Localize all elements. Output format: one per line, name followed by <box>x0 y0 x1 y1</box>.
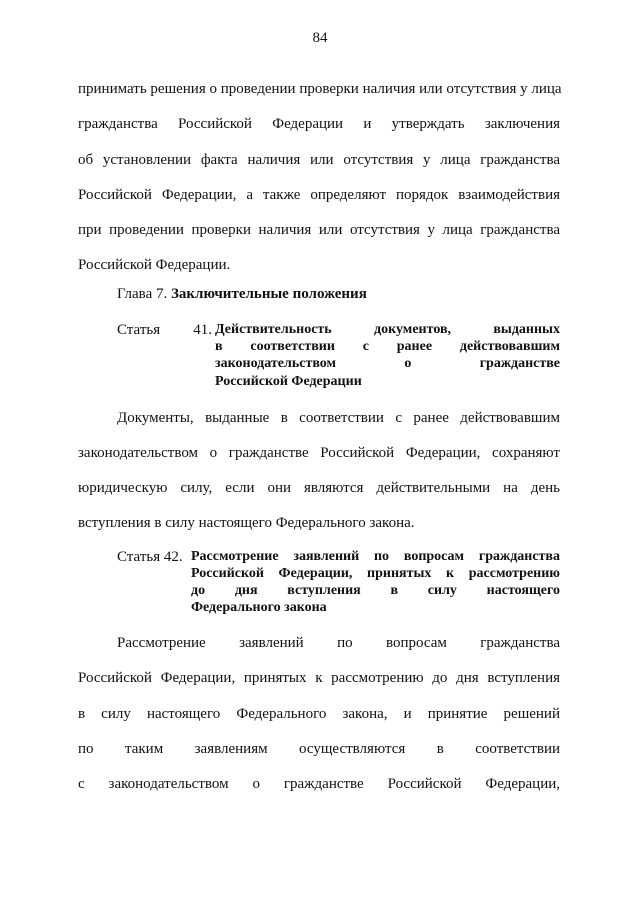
article-41-title-line: законодательством о гражданстве <box>215 356 560 371</box>
paragraph-line: с законодательством о гражданстве Российской Федерации, <box>78 776 560 792</box>
paragraph-line: вступления в силу настоящего Федерального закона. <box>78 515 415 531</box>
article-41-title-line: в соответствии с ранее действовавшим <box>215 339 560 354</box>
article-41-title-line: Российской Федерации <box>215 374 362 389</box>
article-42-title-line: до дня вступления в силу настоящего <box>191 583 560 598</box>
chapter-title: Заключительные положения <box>170 286 367 302</box>
chapter-heading <box>117 286 367 303</box>
paragraph-line: Российской Федерации, а также определяют порядок взаимодействия <box>78 187 560 203</box>
paragraph-line: Рассмотрение заявлений по вопросам гражданства <box>117 635 560 651</box>
paragraph-line: Российской Федерации. <box>78 257 231 273</box>
article-42-label: Статья 42. <box>117 549 183 565</box>
article-42-title-line: Российской Федерации, принятых к рассмотрению <box>191 566 560 581</box>
paragraph-line: об установлении факта наличия или отсутствия у лица гражданства <box>78 152 560 168</box>
article-42-title-line: Федерального закона <box>191 600 327 615</box>
paragraph-line: законодательством о гражданстве Российской Федерации, сохраняют <box>78 445 560 461</box>
article-41-title-line: Действительность документов, выданных <box>215 322 560 337</box>
article-42-title-line: Рассмотрение заявлений по вопросам гражданства <box>191 549 560 564</box>
paragraph-line: Российской Федерации, принятых к рассмотрению до дня вступления <box>78 670 560 686</box>
chapter-label: Глава 7. <box>117 286 168 302</box>
paragraph-line: Документы, выданные в соответствии с ранее действовавшим <box>117 410 560 426</box>
paragraph-line: по таким заявлениям осуществляются в соответствии <box>78 741 560 757</box>
paragraph-line: юридическую силу, если они являются действительными на день <box>78 480 560 496</box>
article-41-label: Статья 41. <box>117 322 212 338</box>
paragraph-line: гражданства Российской Федерации и утверждать заключения <box>78 116 560 132</box>
paragraph-line: при проведении проверки наличия или отсутствия у лица гражданства <box>78 222 560 238</box>
paragraph-line: в силу настоящего Федерального закона, и принятие решений <box>78 706 560 722</box>
paragraph-line: принимать решения о проведении проверки наличия или отсутствия у лица <box>78 81 562 97</box>
page-number: 84 <box>312 30 328 46</box>
